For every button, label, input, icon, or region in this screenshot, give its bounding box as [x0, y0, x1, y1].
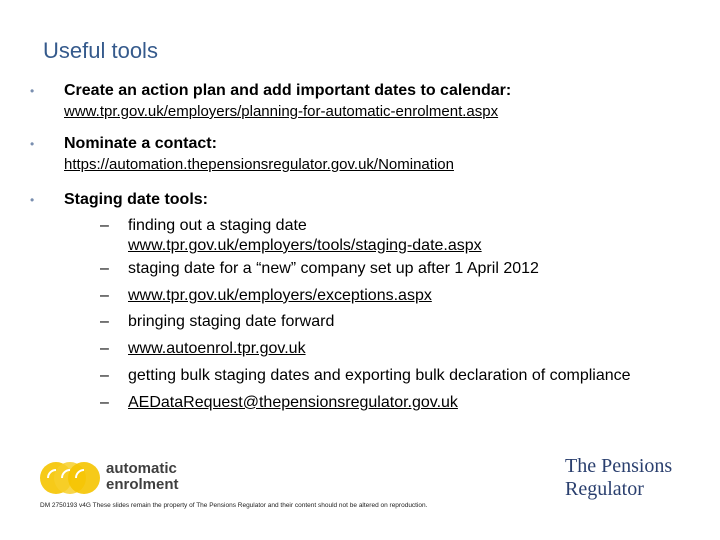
circles-logo-icon	[40, 458, 104, 498]
autoenrol-link[interactable]: www.autoenrol.tpr.gov.uk	[128, 340, 306, 358]
planning-link[interactable]: www.tpr.gov.uk/employers/planning-for-automatic-enrolment.aspx	[64, 103, 499, 120]
bullet-staging-tools	[30, 189, 631, 417]
list-item	[100, 256, 631, 283]
sub-item-text: staging date for a “new” company set up after 1 April 2012	[128, 259, 539, 277]
staging-date-link[interactable]: www.tpr.gov.uk/employers/tools/staging-date.aspx	[128, 236, 482, 254]
tpr-logo-line2: Regulator	[565, 478, 644, 500]
automatic-enrolment-logo	[40, 458, 200, 498]
bullet-heading: Staging date tools:	[64, 191, 208, 208]
exceptions-link[interactable]: www.tpr.gov.uk/employers/exceptions.aspx	[128, 286, 432, 304]
footer-disclaimer: DM 2750193 v4G These slides remain the property of The Pensions Regulator and their content should not be altered on reproduction.	[40, 502, 428, 509]
dash: –	[100, 286, 109, 304]
tpr-logo	[565, 455, 705, 501]
bullet-action-plan	[30, 80, 511, 122]
sub-item-text: bringing staging date forward	[128, 313, 335, 331]
dash: –	[100, 259, 109, 277]
list-item	[100, 213, 631, 256]
sub-item-text: finding out a staging date	[128, 217, 307, 234]
list-item	[100, 390, 631, 417]
logo-line-automatic: automatic	[106, 460, 177, 477]
page-title: Useful tools	[43, 38, 158, 63]
dash: –	[100, 393, 109, 411]
nomination-link[interactable]: https://automation.thepensionsregulator.gov.uk/Nomination	[64, 156, 454, 173]
bullet-heading: Nominate a contact:	[64, 135, 217, 152]
email-link[interactable]: AEDataRequest@thepensionsregulator.gov.uk	[128, 393, 458, 411]
bullet-nominate	[30, 133, 454, 175]
list-item	[100, 283, 631, 310]
sub-list	[100, 213, 631, 417]
dash: –	[100, 340, 109, 358]
bullet-heading: Create an action plan and add important dates to calendar:	[64, 82, 512, 99]
list-item	[100, 363, 631, 390]
bullet-dot: •	[30, 193, 35, 207]
bullet-dot: •	[30, 84, 35, 98]
list-item	[100, 309, 631, 336]
dash: –	[100, 313, 109, 331]
bullet-dot: •	[30, 137, 35, 151]
list-item	[100, 336, 631, 363]
dash: –	[100, 366, 109, 384]
logo-line-enrolment: enrolment	[106, 476, 179, 493]
dash: –	[100, 217, 109, 234]
sub-item-text: getting bulk staging dates and exporting bulk declaration of compliance	[128, 366, 631, 384]
tpr-logo-line1: The Pensions	[565, 455, 673, 477]
